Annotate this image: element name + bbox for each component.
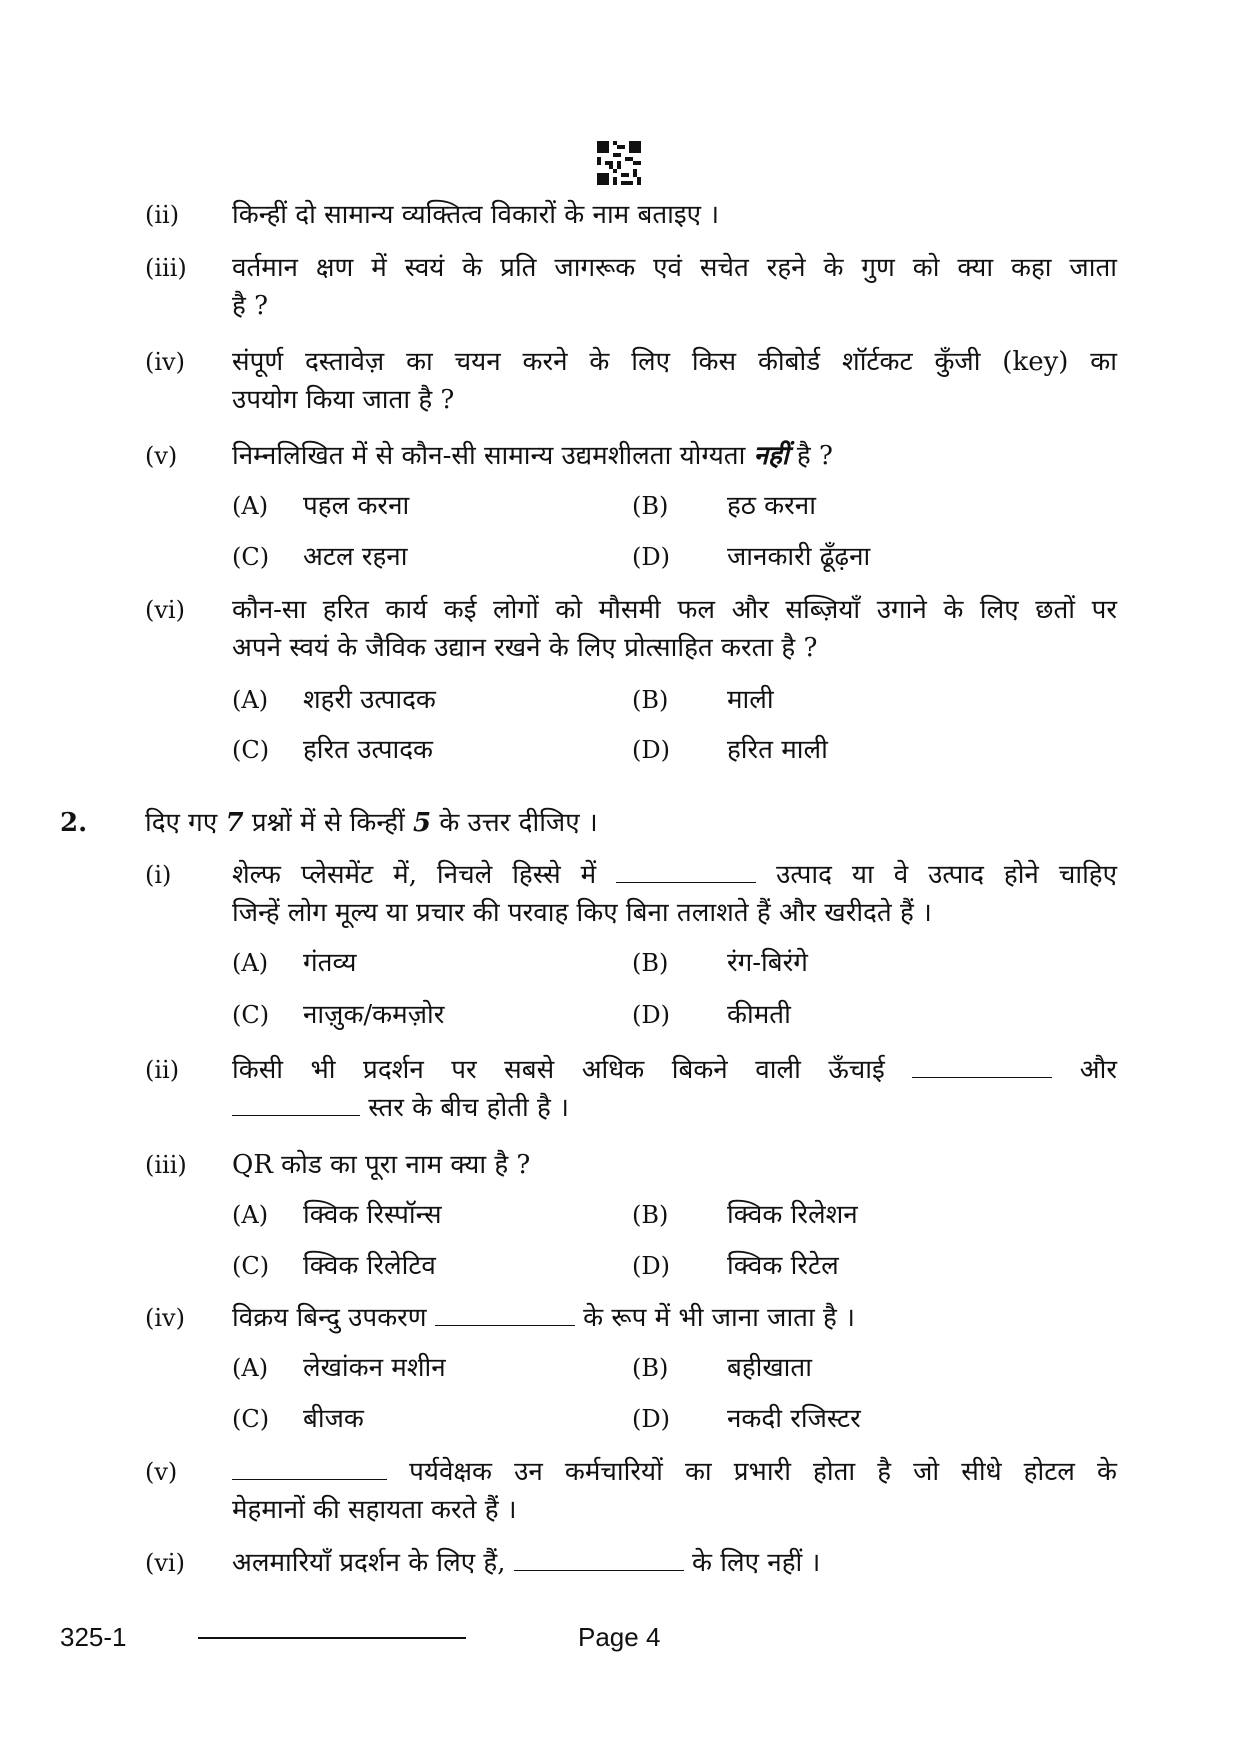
option-label-d: (D): [632, 543, 670, 571]
option-text-c: अटल रहना: [303, 542, 408, 572]
part-number: (ii): [145, 201, 180, 229]
option-text-d: नकदी रजिस्टर: [727, 1404, 861, 1434]
question-text-line2: अपने स्वयं के जैविक उद्यान रखने के लिए प्रोत्साहित करता है ?: [232, 633, 818, 663]
option-label-d: (D): [632, 1252, 670, 1280]
option-text-c: हरित उत्पादक: [303, 735, 434, 765]
part-number: (ii): [145, 1056, 180, 1084]
option-label-a: (A): [232, 492, 269, 520]
fill-blank: [232, 1091, 360, 1116]
option-label-d: (D): [632, 1405, 670, 1433]
question-text: निम्नलिखित में से कौन-सी सामान्य उद्यमशीलता योग्यता नहीं है ?: [232, 441, 833, 471]
part-number: (vi): [145, 596, 185, 624]
option-text-a: शहरी उत्पादक: [303, 685, 436, 715]
fill-blank: [232, 1455, 387, 1480]
option-text-b: बहीखाता: [727, 1353, 812, 1383]
question-text-line2: मेहमानों की सहायता करते हैं ।: [232, 1495, 517, 1525]
fill-blank: [616, 858, 756, 883]
option-text-b: माली: [727, 685, 774, 715]
part-number: (v): [145, 1458, 178, 1486]
option-label-b: (B): [632, 1201, 669, 1229]
question-text: QR कोड का पूरा नाम क्या है ?: [232, 1150, 531, 1180]
option-label-a: (A): [232, 1354, 269, 1382]
question-text-line1: वर्तमान क्षण में स्वयं के प्रति जागरूक एवं सचेत रहने के गुण को क्या कहा जाता: [232, 253, 1117, 283]
fill-blank: [435, 1301, 575, 1326]
footer-divider: [198, 1637, 466, 1639]
option-label-c: (C): [232, 1252, 270, 1280]
emphasis-not: नहीं: [753, 441, 789, 471]
option-text-c: क्विक रिलेटिव: [303, 1251, 436, 1281]
question-text-line1: किसी भी प्रदर्शन पर सबसे अधिक बिकने वाली ऊँचाई और: [232, 1055, 1117, 1085]
option-label-a: (A): [232, 686, 269, 714]
option-text-d: कीमती: [727, 1000, 791, 1030]
option-text-a: गंतव्य: [303, 948, 357, 978]
fill-blank: [912, 1053, 1052, 1078]
question-instruction: दिए गए 7 प्रश्नों में से किन्हीं 5 के उत्तर दीजिए ।: [145, 808, 598, 838]
option-label-c: (C): [232, 736, 270, 764]
question-text: अलमारियाँ प्रदर्शन के लिए हैं, के लिए नहीं ।: [232, 1548, 821, 1578]
option-label-c: (C): [232, 1001, 270, 1029]
option-label-c: (C): [232, 1405, 270, 1433]
option-label-b: (B): [632, 686, 669, 714]
question-text-line1: पर्यवेक्षक उन कर्मचारियों का प्रभारी होता है जो सीधे होटल के: [232, 1452, 1117, 1492]
option-text-b: रंग-बिरंगे: [727, 948, 808, 978]
option-label-d: (D): [632, 1001, 670, 1029]
question-number: 2.: [60, 808, 88, 838]
part-number: (iii): [145, 254, 187, 282]
question-text-line2: उपयोग किया जाता है ?: [232, 385, 455, 415]
option-label-b: (B): [632, 949, 669, 977]
part-number: (v): [145, 442, 178, 470]
question-text-line2: स्तर के बीच होती है ।: [232, 1088, 1117, 1128]
part-number: (iv): [145, 1304, 185, 1332]
question-text-line1: शेल्फ प्लेसमेंट में, निचले हिस्से में उत्पाद या वे उत्पाद होने चाहिए: [232, 860, 1117, 890]
option-text-b: हठ करना: [727, 491, 816, 521]
page-number: Page 4: [578, 1622, 661, 1652]
option-label-b: (B): [632, 492, 669, 520]
option-text-a: क्विक रिस्पॉन्स: [303, 1200, 442, 1230]
option-text-c: बीजक: [303, 1404, 364, 1434]
part-number: (iii): [145, 1151, 187, 1179]
fill-blank: [514, 1546, 684, 1571]
paper-code: 325-1: [60, 1622, 127, 1652]
option-label-b: (B): [632, 1354, 669, 1382]
question-text-line2: है ?: [232, 291, 269, 321]
option-text-d: क्विक रिटेल: [727, 1251, 839, 1281]
question-text-line1: कौन-सा हरित कार्य कई लोगों को मौसमी फल और सब्ज़ियाँ उगाने के लिए छतों पर: [232, 595, 1117, 625]
option-label-c: (C): [232, 543, 270, 571]
option-text-b: क्विक रिलेशन: [727, 1200, 858, 1230]
question-text: किन्हीं दो सामान्य व्यक्तित्व विकारों के नाम बताइए ।: [232, 200, 720, 230]
part-number: (iv): [145, 348, 185, 376]
option-label-a: (A): [232, 1201, 269, 1229]
option-label-a: (A): [232, 949, 269, 977]
option-text-d: जानकारी ढूँढ़ना: [727, 542, 871, 572]
option-text-d: हरित माली: [727, 735, 828, 765]
option-label-d: (D): [632, 736, 670, 764]
question-text: विक्रय बिन्दु उपकरण के रूप में भी जाना जाता है ।: [232, 1303, 855, 1333]
part-number: (i): [145, 861, 172, 889]
question-text-line2: जिन्हें लोग मूल्य या प्रचार की परवाह किए बिना तलाशते हैं और खरीदते हैं ।: [232, 898, 932, 928]
option-text-a: लेखांकन मशीन: [303, 1353, 446, 1383]
option-text-c: नाज़ुक/कमज़ोर: [303, 1000, 445, 1030]
option-text-a: पहल करना: [303, 491, 410, 521]
part-number: (vi): [145, 1549, 185, 1577]
qr-code: [597, 141, 641, 185]
question-text-line1: संपूर्ण दस्तावेज़ का चयन करने के लिए किस कीबोर्ड शॉर्टकट कुँजी (key) का: [232, 347, 1117, 377]
